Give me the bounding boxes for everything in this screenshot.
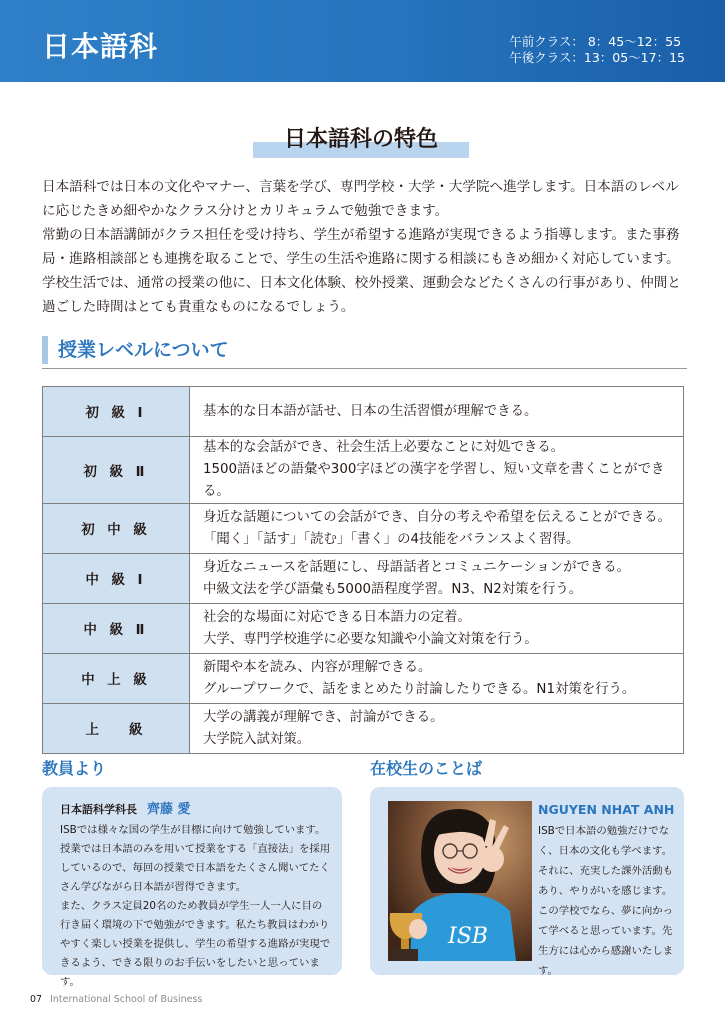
page-number: 07 [30,994,43,1005]
description-line: 大学院入試対策。 [203,731,311,747]
level-description [190,654,684,704]
level-description [190,437,684,504]
level-name: 中 級 Ⅱ [43,604,190,654]
class-times [509,34,685,66]
message-paragraph: また、クラス定員20名のため教員が学生一人一人に目の行き届く環境の下で勉強ができます。私たち教員はわかりやすく楽しい授業を提供し、学生の希望する進路が実現できるよう、できる限りのお手伝いをしたいと思っています。 [60,900,331,988]
description-line: 1500語ほどの語彙や300字ほどの漢字を学習し、短い文章を書くことができる。 [203,462,665,499]
level-name: 初 中 級 [43,504,190,554]
student-message: ISBで日本語の勉強だけでなく、日本の文化も学べます。それに、充実した課外活動もあり、やりがいを感じます。この学校でなら、夢に向かって学べると思っています。先生方には心から感謝いたします。 [538,825,674,977]
student-name: NGUYEN NHAT ANH [538,802,675,817]
teacher-card [42,787,342,988]
description-line: 社会的な場面に対応できる日本語力の定着。 [203,609,471,625]
table-row [43,387,684,437]
level-description [190,387,684,437]
student-photo-illustration [388,801,532,961]
level-name: 上 級 [43,704,190,754]
school-name: International School of Business [50,994,203,1005]
level-name: 中 上 級 [43,654,190,704]
teacher-heading: 教員より [42,759,107,778]
description-line: 身近な話題についての会話ができ、自分の考えや希望を伝えることができる。 [203,509,671,525]
features-heading [253,122,473,158]
levels-section-heading [42,334,687,369]
description-line: 身近なニュースを話題にし、母語話者とコミュニケーションができる。 [203,559,631,575]
levels-table [42,386,684,754]
page-footer [30,993,202,1007]
level-name: 初 級 Ⅱ [43,437,190,504]
student-heading: 在校生のことば [370,759,483,778]
table-row [43,654,684,704]
teacher-message [60,821,332,992]
heading-accent-bar [42,336,48,364]
table-row [43,704,684,754]
student-photo [388,801,532,961]
page-header [0,0,725,82]
features-intro [42,175,687,319]
description-line: 「聞く」「話す」「読む」「書く」の4技能をバランスよく習得。 [203,531,580,547]
afternoon-class-time: 午後クラス：13：05～17：15 [509,50,685,65]
teacher-role: 日本語科学科長 [60,803,137,816]
description-line: 大学、専門学校進学に必要な知識や小論文対策を行う。 [203,631,538,647]
description-line: 中級文法を学び語彙も5000語程度学習。N3、N2対策を行う。 [203,581,583,597]
level-description [190,504,684,554]
intro-paragraph: 学校生活では、通常の授業の他に、日本文化体験、校外授業、運動会などたくさんの行事があり、仲間と過ごした時間はとても貴重なものになるでしょう。 [42,275,681,315]
table-row [43,604,684,654]
table-row [43,554,684,604]
level-description [190,554,684,604]
intro-paragraph: 常勤の日本語講師がクラス担任を受け持ち、学生が希望する進路が実現できるよう指導します。また事務局・進路相談部とも連携を取ることで、学生の生活や進路に関する相談にもきめ細かく対応しています。 [42,227,680,267]
description-line: 新聞や本を読み、内容が理解できる。 [203,659,432,675]
teacher-byline [60,801,191,819]
page-title: 日本語科 [42,30,159,63]
description-line: 大学の講義が理解でき、討論ができる。 [203,709,444,725]
level-name: 初 級 Ⅰ [43,387,190,437]
description-line: グループワークで、話をまとめたり討論したりできる。N1対策を行う。 [203,681,636,697]
teacher-name: 齊藤 愛 [147,802,191,817]
intro-paragraph: 日本語科では日本の文化やマナー、言葉を学び、専門学校・大学・大学院へ進学します。日本語のレベルに応じたきめ細やかなクラス分けとカリキュラムで勉強できます。 [42,179,679,219]
student-card [370,787,684,975]
description-line: 基本的な日本語が話せ、日本の生活習慣が理解できる。 [203,403,538,419]
level-description [190,604,684,654]
level-description [190,704,684,754]
level-name: 中 級 Ⅰ [43,554,190,604]
morning-class-time: 午前クラス： 8：45～12：55 [509,34,682,49]
table-row [43,437,684,504]
table-row [43,504,684,554]
description-line: 基本的な会話ができ、社会生活上必要なことに対処できる。 [203,440,565,455]
message-paragraph: ISBでは様々な国の学生が目標に向けて勉強しています。授業では日本語のみを用いて授業をする「直接法」を採用しているので、毎回の授業で日本語をたくさん聞いてたくさん学びながら日本語が習得できます。 [60,824,331,893]
levels-title: 授業レベルについて [58,339,229,361]
shirt-logo: ISB [448,924,488,949]
features-title: 日本語科の特色 [283,127,438,152]
